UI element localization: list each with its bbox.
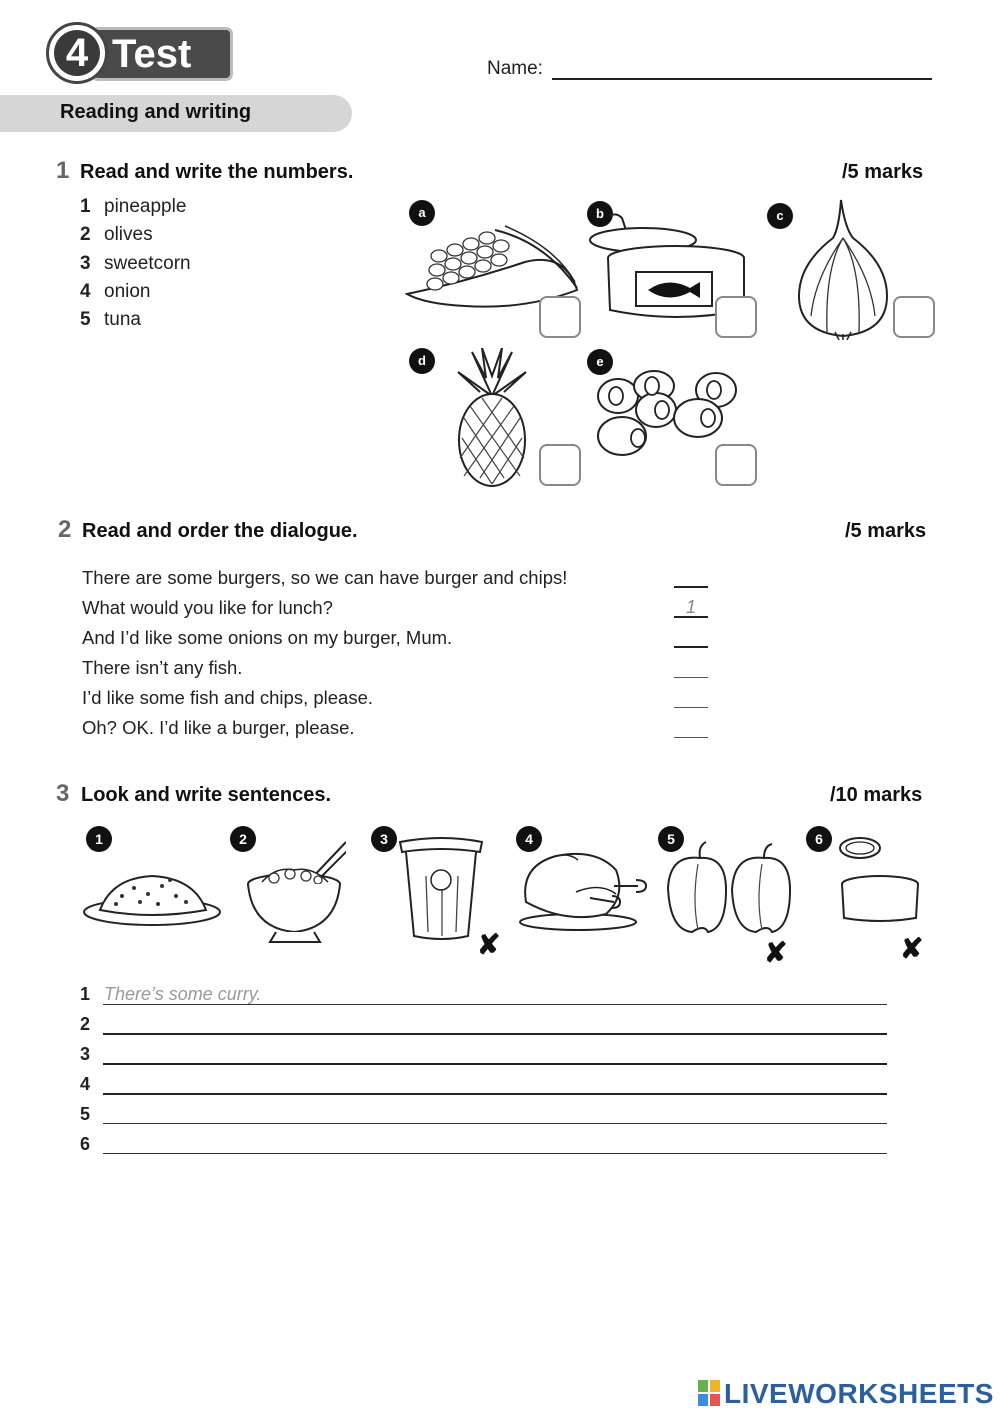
ex2-number: 2 — [58, 516, 72, 543]
sentence-line-6[interactable] — [103, 1153, 887, 1154]
picture-number-4: 4 — [516, 826, 542, 852]
tin-can-icon — [836, 834, 922, 924]
picture-number-5: 5 — [658, 826, 684, 852]
order-blank-3[interactable] — [674, 646, 708, 648]
sentence-number: 3 — [80, 1044, 91, 1064]
order-blank-2 — [674, 616, 708, 618]
picture-letter-e: e — [587, 349, 613, 375]
ex3-number: 3 — [56, 780, 70, 807]
picture-letter-d: d — [409, 348, 435, 374]
sentence-number: 4 — [80, 1074, 91, 1094]
order-blank-4[interactable] — [674, 677, 708, 678]
peppers-icon — [664, 840, 794, 936]
picture-letter-b: b — [587, 201, 613, 227]
unit-circle — [46, 22, 108, 84]
sentence-line-5[interactable] — [103, 1123, 887, 1124]
dialogue-line: I’d like some fish and chips, please. — [82, 687, 374, 708]
answer-box-c[interactable] — [893, 296, 935, 338]
picture-number-2: 2 — [230, 826, 256, 852]
liveworksheets-brand: LIVEWORKSHEETS — [724, 1378, 994, 1409]
order-blank-1[interactable] — [674, 586, 708, 588]
order-example-value: 1 — [686, 597, 697, 617]
example-sentence: There’s some curry. — [104, 984, 262, 1004]
liveworksheets-logo — [698, 1378, 998, 1410]
picture-number-1: 1 — [86, 826, 112, 852]
sentence-number: 6 — [80, 1134, 91, 1154]
word-list-item: 4 onion — [80, 281, 151, 302]
roast-chicken-icon — [516, 846, 654, 932]
sentence-line-4[interactable] — [103, 1093, 887, 1095]
order-blank-5[interactable] — [674, 707, 708, 708]
ex1-number: 1 — [56, 157, 70, 184]
ex3-title: Look and write sentences. — [81, 784, 332, 806]
unit-number: 4 — [54, 30, 100, 76]
word-list-item: 3 sweetcorn — [80, 253, 191, 274]
curry-plate-icon — [82, 872, 222, 928]
answer-box-b[interactable] — [715, 296, 757, 338]
section-bar — [0, 95, 352, 132]
dialogue-line: There are some burgers, so we can have burger and chips! — [82, 567, 568, 588]
sentence-line-3[interactable] — [103, 1063, 887, 1065]
cross-mark-5: ✘ — [764, 937, 788, 968]
picture-letter-a: a — [409, 200, 435, 226]
sentence-number: 1 — [80, 984, 91, 1004]
noodle-bowl-icon — [246, 840, 346, 946]
ex1-marks: /5 marks — [842, 161, 924, 183]
picture-number-3: 3 — [371, 826, 397, 852]
word-list-item: 5 tuna — [80, 309, 141, 330]
sentence-line-2[interactable] — [103, 1033, 887, 1035]
sentence-line-1 — [103, 1004, 887, 1005]
sentence-number: 2 — [80, 1014, 91, 1034]
ex1-title: Read and write the numbers. — [80, 161, 354, 183]
dialogue-line: And I’d like some onions on my burger, Mum. — [82, 627, 453, 648]
dialogue-line: What would you like for lunch? — [82, 597, 333, 618]
picture-number-6: 6 — [806, 826, 832, 852]
test-label: Test — [94, 30, 230, 78]
answer-box-a[interactable] — [539, 296, 581, 338]
picture-letter-c: c — [767, 203, 793, 229]
test-badge — [46, 22, 236, 86]
cross-mark-6: ✘ — [900, 933, 924, 964]
word-list-item: 2 olives — [80, 224, 153, 245]
word-list-item: 1 pineapple — [80, 196, 187, 217]
answer-box-e[interactable] — [715, 444, 757, 486]
liveworksheets-mark-icon — [698, 1380, 720, 1406]
dialogue-line: There isn’t any fish. — [82, 657, 243, 678]
ex2-marks: /5 marks — [845, 520, 927, 542]
name-label: Name: — [487, 58, 543, 79]
dialogue-line: Oh? OK. I’d like a burger, please. — [82, 717, 355, 738]
name-input-line[interactable] — [552, 78, 932, 80]
onion-icon — [795, 198, 891, 340]
ex2-title: Read and order the dialogue. — [82, 520, 358, 542]
section-title: Reading and writing — [60, 101, 252, 123]
cross-mark-3: ✘ — [477, 929, 501, 960]
answer-box-d[interactable] — [539, 444, 581, 486]
ex3-marks: /10 marks — [830, 784, 923, 806]
order-blank-6[interactable] — [674, 737, 708, 738]
pineapple-icon — [452, 348, 532, 488]
sentence-number: 5 — [80, 1104, 91, 1124]
yoghurt-pot-icon — [398, 836, 484, 942]
